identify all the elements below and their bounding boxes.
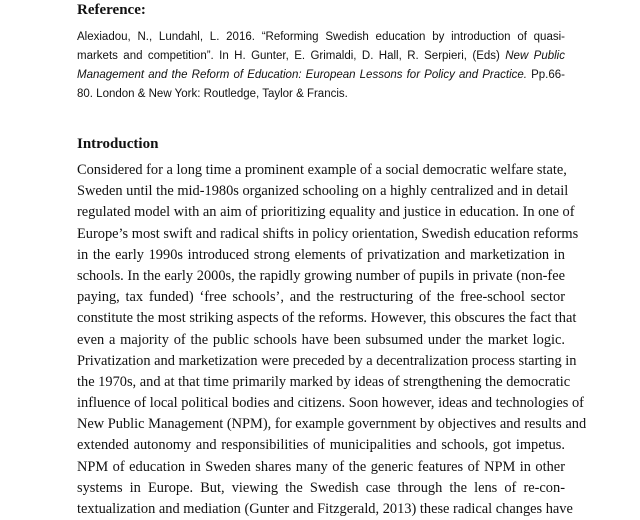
paragraph-line: extended autonomy and responsibilities of municipalities and schools, got impetus. xyxy=(77,437,565,454)
paragraph-line: textualization and mediation (Gunter and Fitzgerald, 2013) these radical changes have xyxy=(77,501,573,517)
paragraph-line: even a majority of the public schools have been subsumed under the market logic. xyxy=(77,331,565,348)
introduction-heading: Introduction xyxy=(77,136,159,152)
paragraph-line: schools. In the early 2000s, the rapidly growing number of pupils in private (non-fee xyxy=(77,267,565,284)
paragraph-line: NPM of education in Sweden shares many of the generic features of NPM in other xyxy=(77,458,565,475)
citation-authors-and-chapter: Alexiadou, N., Lundahl, L. 2016. “Reforming Swedish education by introduction of quasi-markets and competition”. In H. Gunter, E. Grimaldi, D. Hall, R. Serpieri, (Eds) xyxy=(77,31,565,62)
paragraph-line: the 1970s, and at that time primarily marked by ideas of strengthening the democratic xyxy=(77,373,571,390)
paragraph-line: regulated model with an aim of prioritizing equality and justice in education. In one of xyxy=(77,204,575,221)
citation-book-title: New Public Management and the Reform of Education: European Lessons for Policy and Practice. xyxy=(77,50,565,81)
paragraph-line: in the early 1990s introduced strong elements of privatization and marketization in xyxy=(77,246,565,263)
paragraph-line: influence of local political bodies and citizens. Soon however, ideas and technologies of xyxy=(77,395,584,412)
paragraph-line: systems in Europe. But, viewing the Swedish case through the lens of re-con- xyxy=(77,479,565,496)
paragraph-line: constitute the most striking aspects of the reforms. However, this obscures the fact that xyxy=(77,310,577,327)
paragraph-line: Europe’s most swift and radical shifts in policy orientation, Swedish education reforms xyxy=(77,225,579,242)
paragraph-line: Considered for a long time a prominent example of a social democratic welfare state, xyxy=(77,162,567,178)
introduction-paragraph xyxy=(77,160,587,520)
paragraph-line: Privatization and marketization were preceded by a decentralization process starting in xyxy=(77,352,577,369)
paragraph-line: New Public Management (NPM), for example government by objectives and results and xyxy=(77,416,587,433)
reference-heading: Reference: xyxy=(77,2,146,18)
citation-publisher: Pp.66-80. London & New York: Routledge, Taylor & Francis. xyxy=(77,69,566,100)
paragraph-line: paying, tax funded) ‘free schools’, and the restructuring of the free-school sector xyxy=(77,289,565,306)
paragraph-line: Sweden until the mid-1980s organized schooling on a highly centralized and in detail xyxy=(77,183,569,200)
reference-citation xyxy=(77,28,565,104)
